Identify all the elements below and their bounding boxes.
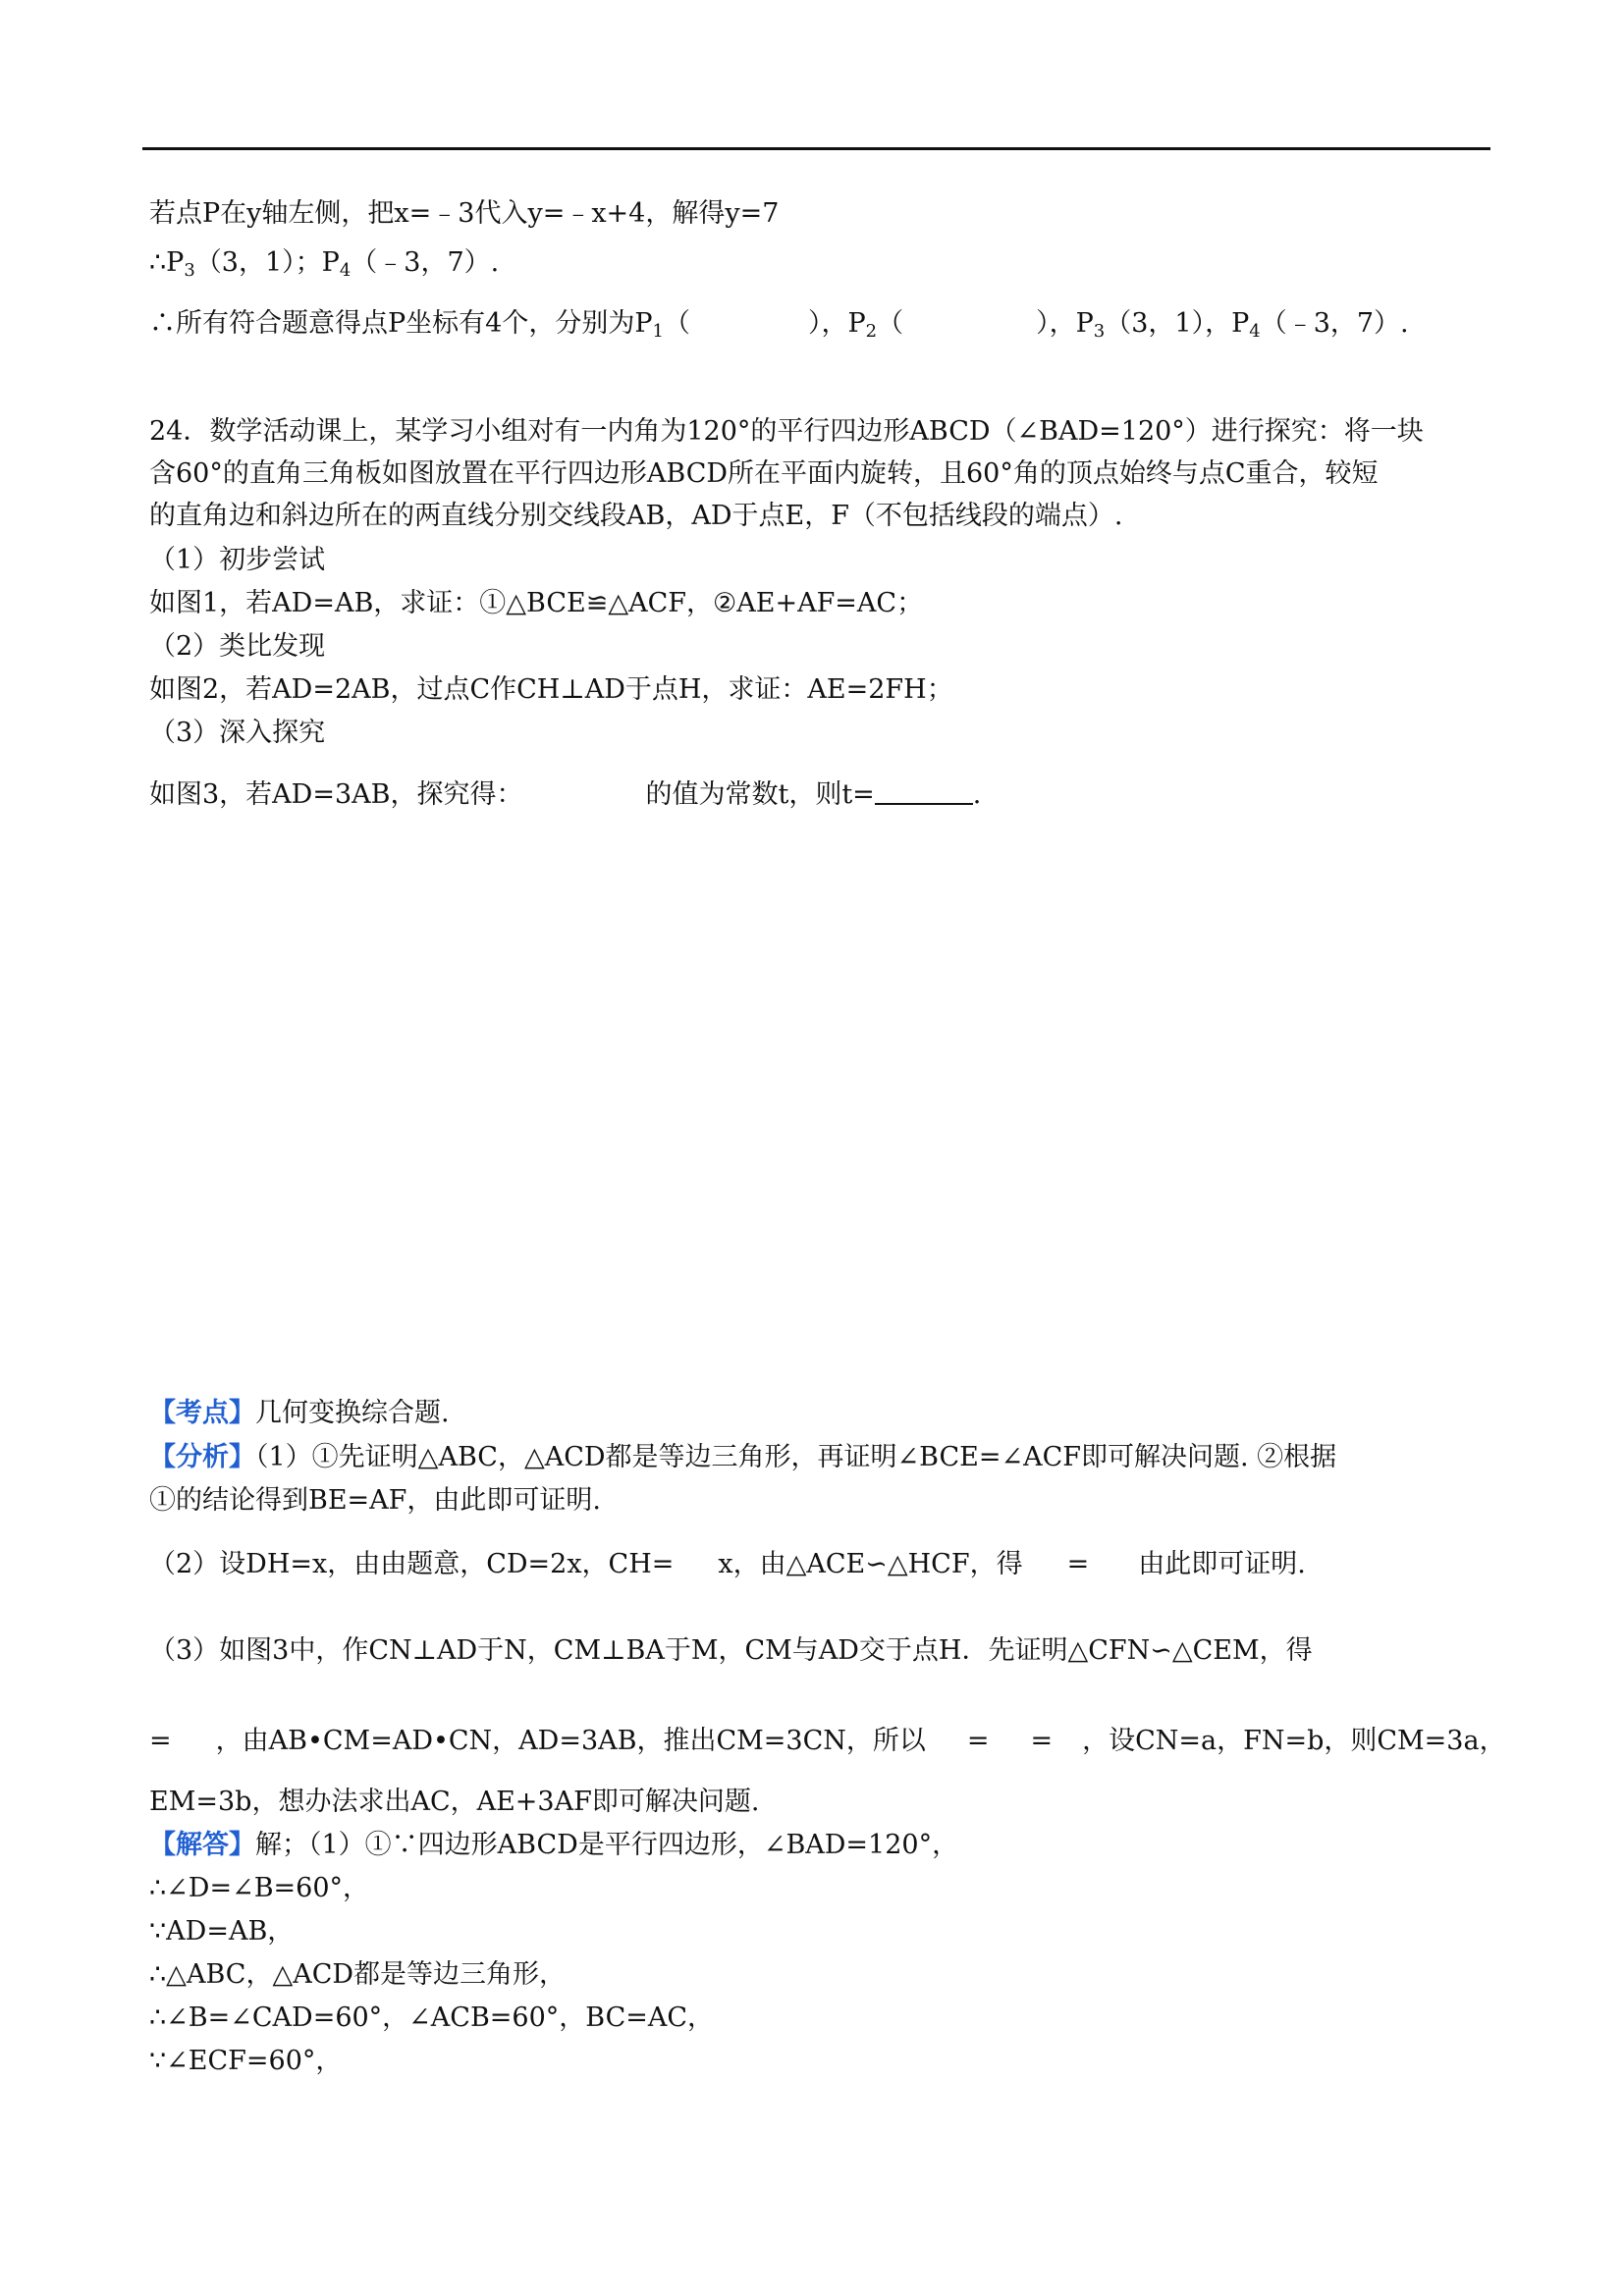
section-heading: （2）类比发现	[149, 631, 326, 662]
problem-text: 如图2，若AD=2AB，过点C作CH⊥AD于点H，求证：AE=2FH；	[149, 674, 953, 705]
fenxi-line: 【分析】（1）①先证明△ABC，△ACD都是等边三角形，再证明∠BCE=∠ACF即可解决问题. ②根据	[149, 1442, 1337, 1472]
text-line: $\therefore P_3(3$，1）；$P_4(﹣3$，7）.	[149, 247, 500, 281]
text-line: ∴所有符合题意得点P坐标有4个，分别为$P_1$（ ），$P_2$（ ），$P_3(3$，1），$P_4(﹣3$，7）.	[149, 308, 1409, 342]
jieda-line: 【解答】解；（1）①∵四边形ABCD是平行四边形，∠BAD=120°，	[149, 1830, 959, 1860]
fenxi-label: 【分析】	[149, 1442, 255, 1472]
text-line: 若点P在y轴左侧，把x=﹣3代入y=﹣x+4，解得y=7	[149, 198, 780, 229]
problem-text: 含60°的直角三角板如图放置在平行四边形ABCD所在平面内旋转，且60°角的顶点始终与点C重合，较短	[149, 458, 1379, 489]
jieda-line: ∵∠ECF=60°，	[149, 2046, 343, 2076]
jieda-line: ∴△ABC，△ACD都是等边三角形，	[149, 1959, 567, 1990]
fenxi-line: = ，由AB•CM=AD•CN，AD=3AB，推出CM=3CN，所以 = = ，设CN=a，FN=b，则CM=3a，	[149, 1726, 1506, 1756]
jieda-line: ∵AD=AB，	[149, 1916, 295, 1947]
jieda-label: 【解答】	[149, 1830, 255, 1860]
problem-text: 24．数学活动课上，某学习小组对有一内角为120°的平行四边形ABCD（∠BAD=120°）进行探究：将一块	[149, 416, 1424, 447]
jieda-line: ∴∠D=∠B=60°，	[149, 1873, 370, 1903]
kaodian-line: 【考点】几何变换综合题.	[149, 1398, 450, 1428]
fenxi-line: ①的结论得到BE=AF，由此即可证明.	[149, 1485, 601, 1516]
fenxi-line: EM=3b，想办法求出AC，AE+3AF即可解决问题.	[149, 1787, 760, 1817]
section-heading: （1）初步尝试	[149, 545, 326, 575]
header-rule	[142, 147, 1490, 150]
problem-text: 的直角边和斜边所在的两直线分别交线段AB，AD于点E，F（不包括线段的端点）.	[149, 501, 1123, 531]
section-heading: （3）深入探究	[149, 718, 326, 748]
kaodian-label: 【考点】	[149, 1398, 255, 1428]
jieda-line: ∴∠B=∠CAD=60°，∠ACB=60°，BC=AC，	[149, 2002, 715, 2033]
fenxi-line: （2）设DH=x，由由题意，CD=2x，CH= x，由△ACE∽△HCF，得 = 由此即可证明.	[149, 1549, 1306, 1579]
answer-blank	[875, 779, 973, 805]
problem-text: 如图1，若AD=AB，求证：①△BCE≌△ACF，②AE+AF=AC；	[149, 588, 924, 618]
fenxi-line: （3）如图3中，作CN⊥AD于N，CM⊥BA于M，CM与AD交于点H．先证明△CFN∽△CEM，得	[149, 1635, 1313, 1666]
problem-text: 如图3，若AD=3AB，探究得： 的值为常数t，则t= .	[149, 779, 982, 810]
